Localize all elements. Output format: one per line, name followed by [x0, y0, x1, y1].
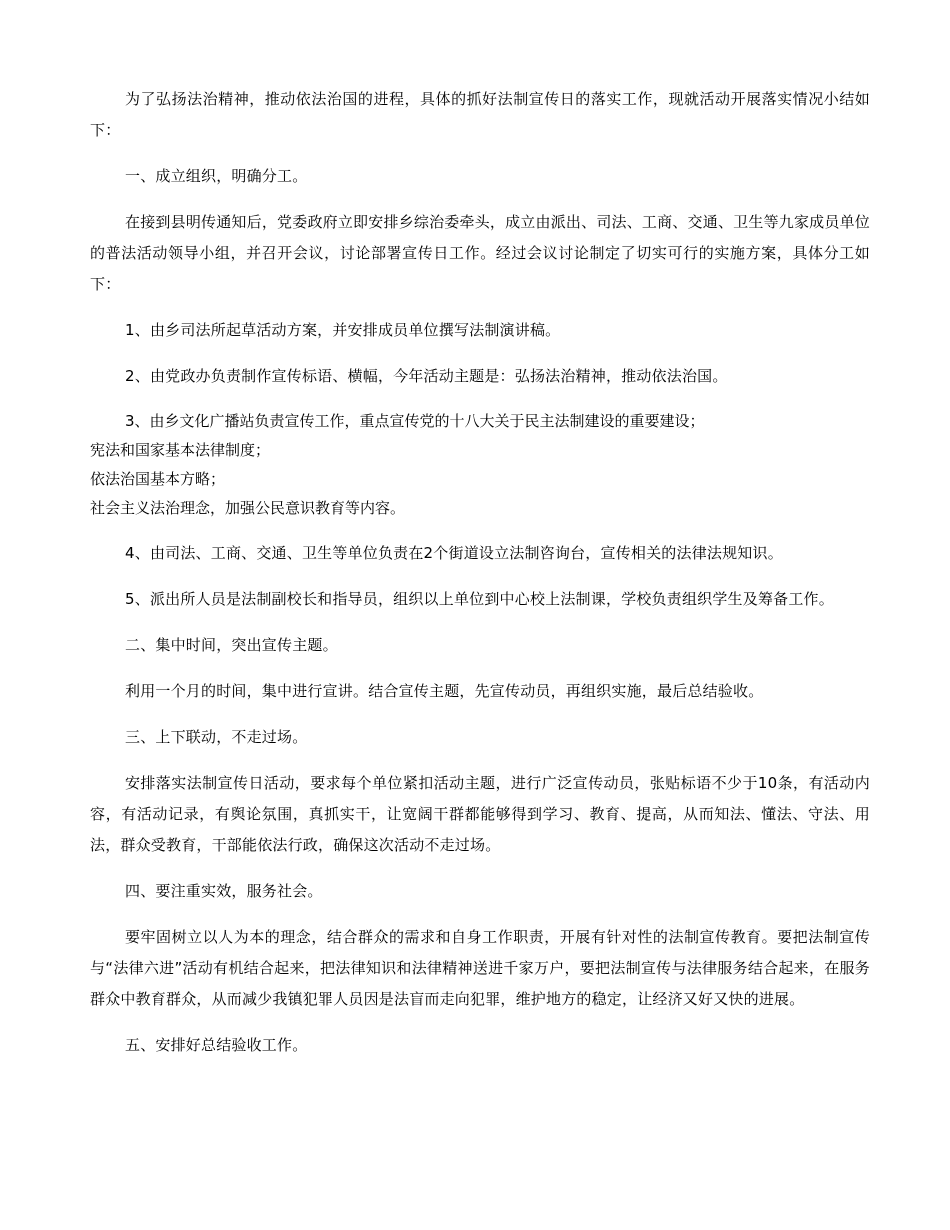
section-4-paragraph: 要牢固树立以人为本的理念，结合群众的需求和自身工作职责，开展有针对性的法制宣传教育。要把法制宣传与“法律六进”活动有机结合起来，把法律知识和法律精神送进千家万户，要把法制宣传与法律服务结合起来，在服务群众中教育群众，从而减少我镇犯罪人员因是法盲而走向犯罪，维护地方的稳定，让经济又好又快的进展。 — [90, 928, 870, 1008]
list-item-3 — [90, 407, 870, 523]
section-heading-4: 四、要注重实效，服务社会。 — [125, 882, 323, 900]
list-item-3-line-4: 社会主义法治理念，加强公民意识教育等内容。 — [90, 499, 406, 517]
list-item-2: 2、由党政办负责制作宣传标语、横幅，今年活动主题是：弘扬法治精神，推动依法治国。 — [125, 367, 728, 385]
list-item-4: 4、由司法、工商、交通、卫生等单位负责在2个街道设立法制咨询台，宣传相关的法律法规知识。 — [125, 544, 783, 562]
list-item-3-first-line: 3、由乡文化广播站负责宣传工作，重点宣传党的十八大关于民主法制建设的重要建设； — [125, 412, 705, 430]
section-heading-1: 一、成立组织，明确分工。 — [125, 167, 308, 185]
list-item-1: 1、由乡司法所起草活动方案，并安排成员单位撰写法制演讲稿。 — [125, 321, 561, 339]
section-heading-3: 三、上下联动，不走过场。 — [125, 728, 308, 746]
section-1-paragraph: 在接到县明传通知后，党委政府立即安排乡综治委牵头，成立由派出、司法、工商、交通、卫生等九家成员单位的普法活动领导小组，并召开会议，讨论部署宣传日工作。经过会议讨论制定了切实可行的实施方案，具体分工如下： — [90, 213, 870, 293]
document-body — [90, 84, 870, 1076]
section-heading-2: 二、集中时间，突出宣传主题。 — [125, 636, 338, 654]
list-item-3-line-2: 宪法和国家基本法律制度； — [90, 441, 271, 459]
list-item-5: 5、派出所人员是法制副校长和指导员，组织以上单位到中心校上法制课，学校负责组织学生及筹备工作。 — [125, 590, 834, 608]
intro-paragraph: 为了弘扬法治精神，推动依法治国的进程，具体的抓好法制宣传日的落实工作，现就活动开展落实情况小结如下： — [90, 90, 870, 139]
section-heading-5: 五、安排好总结验收工作。 — [125, 1036, 308, 1054]
list-item-3-line-3: 依法治国基本方略； — [90, 470, 226, 488]
section-3-paragraph: 安排落实法制宣传日活动，要求每个单位紧扣活动主题，进行广泛宣传动员，张贴标语不少于10条，有活动内容，有活动记录，有舆论氛围，真抓实干，让宽阔干群都能够得到学习、教育、提高，从而知法、懂法、守法、用法，群众受教育，干部能依法行政，确保这次活动不走过场。 — [90, 774, 870, 854]
section-2-paragraph: 利用一个月的时间，集中进行宣讲。结合宣传主题，先宣传动员，再组织实施，最后总结验收。 — [125, 682, 764, 700]
